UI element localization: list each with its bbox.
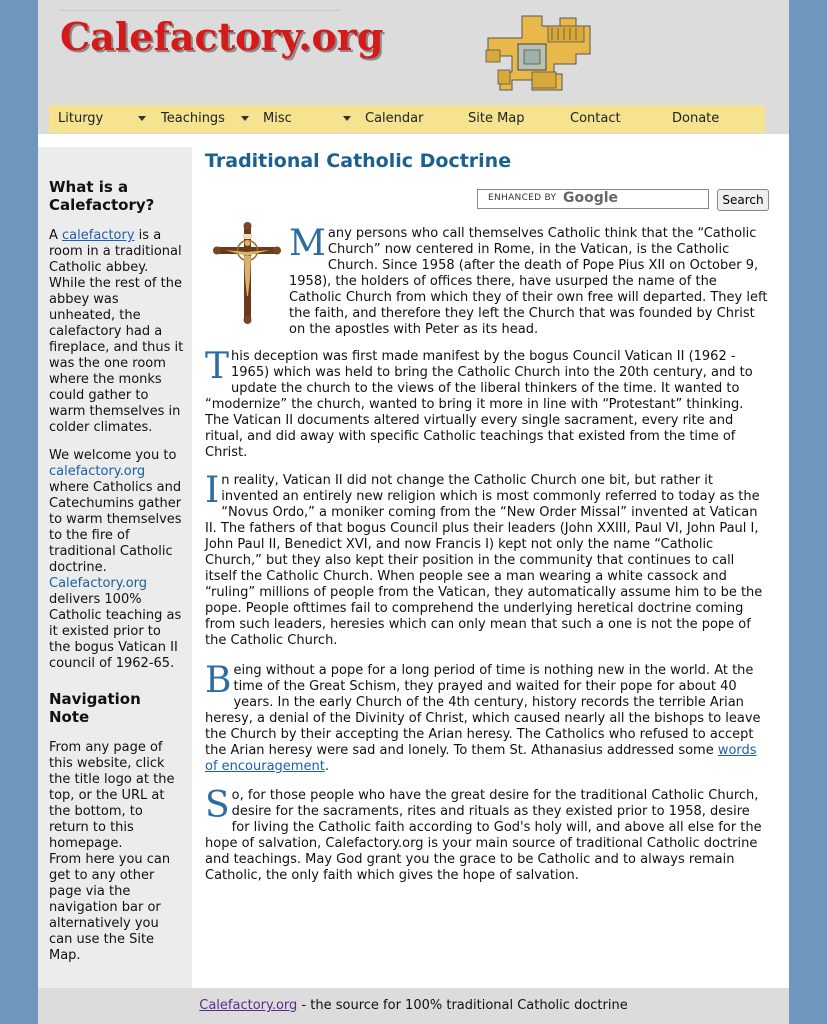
drop-cap: T xyxy=(205,346,230,387)
calefactory-link[interactable]: calefactory xyxy=(62,228,135,243)
dropdown-arrow-icon xyxy=(138,116,146,121)
page xyxy=(38,0,789,1024)
search-enhanced-label: ENHANCED BY xyxy=(488,193,557,203)
sidebar-paragraph: From any page of this website, click the title logo at the top, or the URL at the bottom, to return to this homepage. xyxy=(49,740,175,851)
dropdown-arrow-icon xyxy=(241,116,249,121)
nav-label: Liturgy xyxy=(58,111,104,126)
paragraph-text: his deception was first made manifest by the bogus Council Vatican II (1962 - 1965) which was held to bring the Catholic Church into the 20th century, and to update the church to the views of the liberal thinkers of the time. It wanted to “modernize” the church, wanted to bring it more in line with “Protestant” thinking. The Vatican II documents altered virtually every single sacrament, every rite and ritual, and did away with specific Catholic teachings that existed from the time of Christ. xyxy=(205,349,753,460)
search-button[interactable]: Search xyxy=(717,189,769,211)
nav-label: Contact xyxy=(570,111,621,126)
paragraph-4 xyxy=(205,660,769,775)
abbey-floorplan-icon xyxy=(482,10,598,94)
header xyxy=(38,0,789,134)
footer-text: - the source for 100% traditional Catholic doctrine xyxy=(297,998,628,1013)
site-name: Calefactory.org xyxy=(49,576,148,591)
footer xyxy=(38,988,789,1024)
drop-cap: B xyxy=(205,660,232,701)
google-brand: Google xyxy=(563,190,619,206)
drop-cap: S xyxy=(205,785,230,826)
paragraph-text: any persons who call themselves Catholic think that the “Catholic Church” now centered in Rome, in the Vatican, is the Catholic Church. Since 1958 (after the death of Pope Pius XII on October 9, 1958), the holders of offices there, have usurped the name of the Catholic Church from which they of their own free will departed. They left the faith, and therefore they left the Church that was founded by Christ on the apostles with Peter as its head. xyxy=(289,226,768,337)
paragraph-3 xyxy=(205,470,769,649)
paragraph-2 xyxy=(205,346,769,461)
sidebar-paragraph: From here you can get to any other page via the navigation bar or alternatively you can use the Site Map. xyxy=(49,852,171,963)
nav-item-teachings[interactable] xyxy=(161,105,225,133)
text: where Catholics and Catechumins gather to warm themselves to the fire of traditional Catholic doctrine. xyxy=(49,480,182,575)
search-input[interactable] xyxy=(477,189,709,209)
paragraph-text: eing without a pope for a long period of time is nothing new in the world. At the time of the Great Schism, they prayed and waited for their pope for about 40 years. In the early Church of the 4th century, history records the terrible Arian heresy, a denial of the Divinity of Christ, which caused nearly all the bishops to leave the Church by their accepting the Arian heresy. The Catholics who refused to accept the Arian heresy were sad and lonely. To them St. Athanasius addressed some xyxy=(205,663,761,758)
site-name: calefactory.org xyxy=(49,464,146,479)
nav-bar xyxy=(49,105,765,133)
nav-label: Calendar xyxy=(365,111,424,126)
nav-item-liturgy[interactable] xyxy=(58,105,103,133)
nav-label: Teachings xyxy=(161,111,225,126)
text: delivers 100% Catholic teaching as it existed prior to the bogus Vatican II council of 1962-65. xyxy=(49,592,182,671)
sidebar-heading-navigation-note: Navigation Note xyxy=(49,690,141,726)
nav-label: Donate xyxy=(672,111,720,126)
paragraph-5 xyxy=(205,785,769,884)
paragraph-text: n reality, Vatican II did not change the Catholic Church one bit, but rather it invented an entirely new religion which is most commonly referred to today as the “Novus Ordo,” a moniker coming from the “New Order Missal” invented at Vatican II. The fathers of that bogus Council plus their leaders (John XXIII, Paul VI, John Paul I, John Paul II, Benedict XVI, and now Francis I) kept not only the name “Catholic Church,” but they also kept their position in the community that continues to call itself the Catholic Church. When people see a man wearing a white cassock and “ruling” millions of people from the Vatican, they automatically assume him to be the pope. People ofttimes fail to comprehend the underlying heretical doctrine coming from such leaders, heresies which can only mean that such a one is not the pope of the Catholic Church. xyxy=(205,473,763,648)
text: A xyxy=(49,228,63,243)
sidebar xyxy=(38,147,192,988)
nav-label: Misc xyxy=(263,111,292,126)
text: is a room in a traditional Catholic abbey. While the rest of the abbey was unheated, the calefactory had a fireplace, and thus it was the one room where the monks could gather to warm themselves in colder climates. xyxy=(49,228,184,435)
sidebar-heading-what-is: What is a Calefactory? xyxy=(49,178,155,214)
nav-item-donate[interactable] xyxy=(672,105,719,133)
paragraph-text: . xyxy=(324,759,329,774)
text: We welcome you to xyxy=(49,448,177,463)
drop-cap: M xyxy=(289,223,326,264)
page-title: Traditional Catholic Doctrine xyxy=(205,150,512,172)
nav-item-contact[interactable] xyxy=(570,105,621,133)
nav-item-site-map[interactable] xyxy=(468,105,525,133)
dropdown-arrow-icon xyxy=(343,116,351,121)
footer-home-link[interactable]: Calefactory.org xyxy=(199,998,298,1013)
crucifix-icon xyxy=(213,222,281,324)
nav-label: Site Map xyxy=(468,111,525,126)
nav-item-calendar[interactable] xyxy=(365,105,423,133)
sidebar-paragraph xyxy=(49,448,185,672)
paragraph-text: o, for those people who have the great desire for the traditional Catholic Church, desire for the sacraments, rites and rituals as they existed prior to 1958, desire for living the Catholic faith according to God's holy will, and above all else for the hope of salvation, Calefactory.org is your main source of traditional Catholic doctrine and teachings. May God grant you the grace to be Catholic and to always remain Catholic, the only faith which gives the hope of salvation. xyxy=(205,788,762,883)
paragraph-1 xyxy=(289,223,769,338)
words-of-encouragement-link[interactable]: words of encouragement xyxy=(205,743,757,774)
site-logo[interactable]: Calefactory.org xyxy=(60,10,340,71)
nav-item-misc[interactable] xyxy=(263,105,292,133)
drop-cap: I xyxy=(205,470,220,511)
sidebar-paragraph xyxy=(49,228,185,436)
